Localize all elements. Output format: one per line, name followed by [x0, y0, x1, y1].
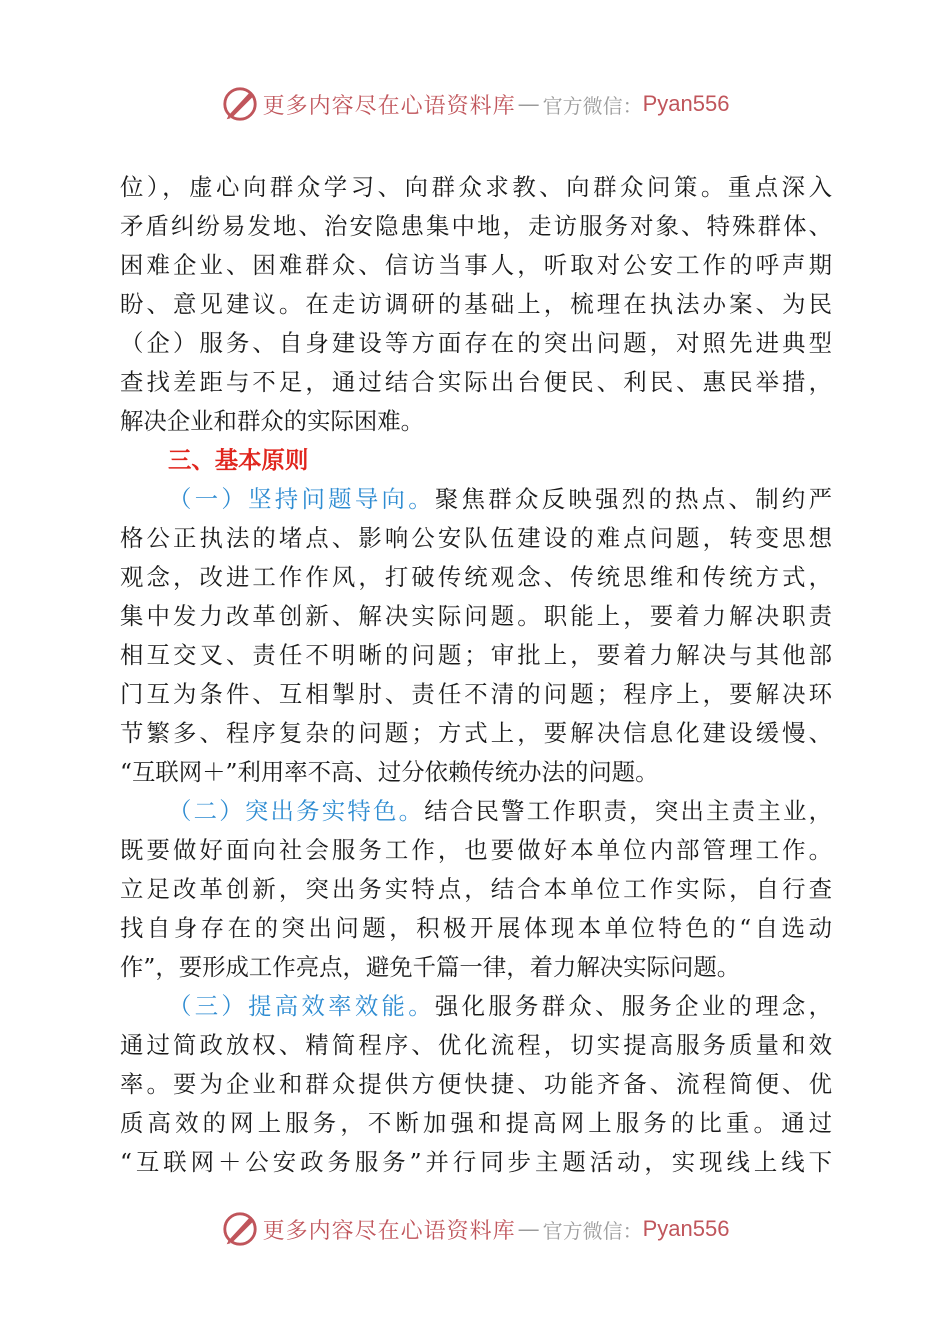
header-banner	[0, 82, 950, 126]
footer-banner	[0, 1207, 950, 1251]
body-line: 矛盾纠纷易发地、治安隐患集中地，走访服务对象、特殊群体、	[120, 212, 832, 240]
pen-logo-icon	[221, 1210, 259, 1248]
principle-1-text: 聚焦群众反映强烈的热点、制约严	[434, 485, 832, 513]
body-line: 格公正执法的堵点、影响公安队伍建设的难点问题，转变思想	[120, 524, 832, 552]
section-heading: 三、基本原则	[168, 446, 309, 474]
body-line: 困难企业、困难群众、信访当事人，听取对公安工作的呼声期	[120, 251, 832, 279]
banner-label: 官方微信：	[542, 1218, 643, 1243]
body-line: 门互为条件、互相掣肘、责任不清的问题；程序上，要解决环	[120, 680, 832, 708]
banner-wechat-id: Pyan556	[642, 91, 730, 116]
body-line: 率。要为企业和群众提供方便快捷、功能齐备、流程简便、优	[120, 1070, 832, 1098]
banner-separator: —	[517, 1216, 541, 1242]
document-body	[120, 168, 832, 1182]
principle-2-title: （二）突出务实特色。	[168, 797, 425, 825]
body-line: 质高效的网上服务，不断加强和提高网上服务的比重。通过	[120, 1109, 832, 1137]
principle-1-title: （一）坚持问题导向。	[168, 485, 435, 513]
body-line: 既要做好面向社会服务工作，也要做好本单位内部管理工作。	[120, 836, 832, 864]
banner-slogan: 更多内容尽在心语资料库	[262, 1218, 516, 1244]
principle-2-text: 结合民警工作职责，突出主责主业，	[424, 797, 832, 825]
body-line: 找自身存在的突出问题，积极开展体现本单位特色的“自选动	[120, 914, 832, 942]
banner-wechat-id: Pyan556	[642, 1216, 730, 1241]
body-line: “互联网＋公安政务服务”并行同步主题活动，实现线上线下	[120, 1148, 832, 1176]
banner-label: 官方微信：	[542, 93, 643, 118]
pen-logo-icon	[221, 85, 259, 123]
body-line: 观念，改进工作作风，打破传统观念、传统思维和传统方式，	[120, 563, 832, 591]
banner-slogan: 更多内容尽在心语资料库	[262, 93, 516, 119]
principle-3-title: （三）提高效率效能。	[168, 992, 435, 1020]
body-line: “互联网＋”利用率不高、过分依赖传统办法的问题。	[120, 758, 659, 786]
body-line: 盼、意见建议。在走访调研的基础上，梳理在执法办案、为民	[120, 290, 832, 318]
body-line: 位），虚心向群众学习、向群众求教、向群众问策。重点深入	[120, 173, 832, 201]
principle-3-text: 强化服务群众、服务企业的理念，	[434, 992, 832, 1020]
body-line: 通过简政放权、精简程序、优化流程，切实提高服务质量和效	[120, 1031, 832, 1059]
principle-3-first-line	[120, 987, 832, 1026]
body-line: 解决企业和群众的实际困难。	[120, 407, 425, 435]
body-line: 查找差距与不足，通过结合实际出台便民、利民、惠民举措，	[120, 368, 832, 396]
banner-separator: —	[517, 91, 541, 117]
body-line: 集中发力改革创新、解决实际问题。职能上，要着力解决职责	[120, 602, 832, 630]
body-line: 立足改革创新，突出务实特点，结合本单位工作实际，自行查	[120, 875, 832, 903]
body-line: 相互交叉、责任不明晰的问题；审批上，要着力解决与其他部	[120, 641, 832, 669]
principle-2-first-line	[120, 792, 832, 831]
body-line: 作”，要形成工作亮点，避免千篇一律，着力解决实际问题。	[120, 953, 741, 981]
body-line: 节繁多、程序复杂的问题；方式上，要解决信息化建设缓慢、	[120, 719, 832, 747]
body-line: （企）服务、自身建设等方面存在的突出问题，对照先进典型	[120, 329, 832, 357]
principle-1-first-line	[120, 480, 832, 519]
